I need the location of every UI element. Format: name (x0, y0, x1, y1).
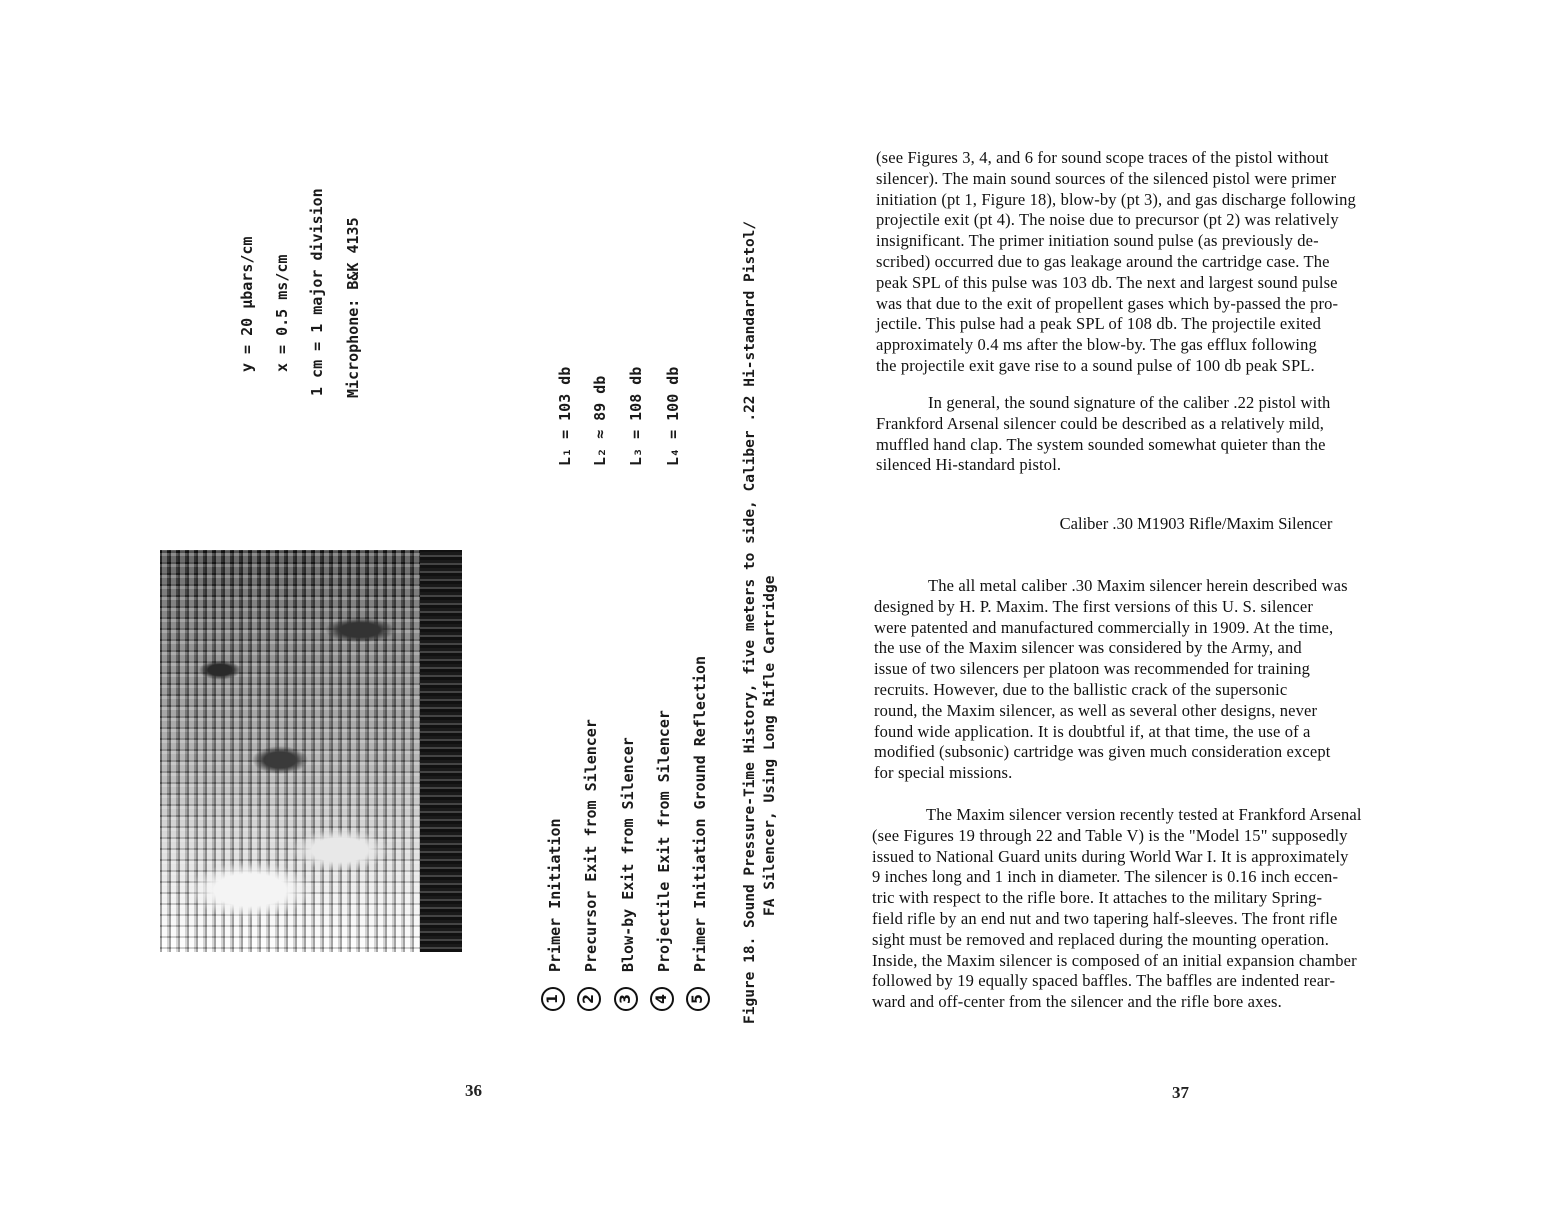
text-line: (see Figures 3, 4, and 6 for sound scope traces of the pistol without (876, 148, 1329, 167)
level-l1: L₁ = 103 db (556, 366, 574, 466)
text-line: 9 inches long and 1 inch in diameter. The silencer is 0.16 inch eccen- (872, 867, 1339, 887)
scale-note-microphone: Microphone: B&K 4135 (344, 217, 362, 398)
text-line: The all metal caliber .30 Maxim silencer herein described was (928, 576, 1348, 595)
figure-caption-line2: FA Silencer, Using Long Rifle Cartridge (762, 575, 778, 916)
text-line: silenced Hi-standard pistol. (876, 455, 1062, 475)
text-line: was that due to the exit of propellent gases which by-passed the pro- (876, 293, 1339, 313)
scale-note-division: 1 cm = 1 major division (308, 188, 326, 396)
text-line: projectile exit (pt 4). The noise due to precursor (pt 2) was relatively (876, 210, 1339, 230)
text-line: scribed) occurred due to gas leakage around the cartridge case. The (876, 251, 1330, 271)
text-line: the use of the Maxim silencer was considered by the Army, and (874, 638, 1302, 658)
paragraph-1 (876, 148, 1516, 377)
legend-label-2: Precursor Exit from Silencer (582, 719, 600, 972)
scale-note-x: x = 0.5 ms/cm (273, 254, 291, 372)
text-line: modified (subsonic) cartridge was given much consideration except (874, 742, 1331, 762)
page-number-right: 37 (1172, 1083, 1189, 1102)
text-line: muffled hand clap. The system sounded somewhat quieter than the (876, 434, 1326, 454)
text-line: issue of two silencers per platoon was recommended for training (874, 659, 1311, 679)
text-line: The Maxim silencer version recently tested at Frankford Arsenal (926, 805, 1362, 824)
legend-number-2: 2 (577, 987, 601, 1011)
text-line: In general, the sound signature of the caliber .22 pistol with (928, 393, 1331, 412)
text-line: designed by H. P. Maxim. The first versions of this U. S. silencer (874, 596, 1314, 616)
legend-number-4: 4 (650, 987, 674, 1011)
text-line: round, the Maxim silencer, as well as several other designs, never (874, 700, 1318, 720)
page-number-left: 36 (465, 1081, 482, 1100)
text-line: the projectile exit gave rise to a sound pulse of 100 db peak SPL. (876, 355, 1315, 375)
text-line: approximately 0.4 ms after the blow-by. The gas efflux following (876, 335, 1317, 355)
text-line: issued to National Guard units during World War I. It is approximately (872, 846, 1349, 866)
paragraph-4 (872, 805, 1522, 1013)
text-line: (see Figures 19 through 22 and Table V) is the "Model 15" supposedly (872, 825, 1348, 845)
legend-number-3: 3 (614, 987, 638, 1011)
text-line: followed by 19 equally spaced baffles. The baffles are indented rear- (872, 971, 1336, 991)
level-l4: L₄ = 100 db (664, 366, 682, 466)
text-line: sight must be removed and replaced during the mounting operation. (872, 929, 1329, 949)
text-line: insignificant. The primer initiation sound pulse (as previously de- (876, 231, 1319, 251)
text-line: were patented and manufactured commercially in 1909. At the time, (874, 617, 1334, 637)
text-line: ward and off-center from the silencer and the rifle bore axes. (872, 992, 1282, 1012)
text-line: recruits. However, due to the ballistic crack of the supersonic (874, 679, 1288, 699)
oscilloscope-trace-photo (160, 550, 462, 952)
text-line: Inside, the Maxim silencer is composed of an initial expansion chamber (872, 950, 1357, 970)
scale-note-y: y = 20 μbars/cm (238, 236, 256, 372)
text-line: Frankford Arsenal silencer could be described as a relatively mild, (876, 413, 1325, 433)
legend-number-5: 5 (686, 987, 710, 1011)
text-line: initiation (pt 1, Figure 18), blow-by (pt 3), and gas discharge following (876, 189, 1356, 209)
legend-number-1: 1 (541, 987, 565, 1011)
legend-label-5: Primer Initiation Ground Reflection (691, 655, 709, 972)
section-heading: Caliber .30 M1903 Rifle/Maxim Silencer (1059, 514, 1333, 533)
legend-label-4: Projectile Exit from Silencer (655, 710, 673, 972)
text-line: found wide application. It is doubtful if, at that time, the use of a (874, 721, 1311, 741)
text-line: field rifle by an end nut and two tapering half-sleeves. The front rifle (872, 908, 1338, 928)
level-l2: L₂ ≈ 89 db (591, 375, 609, 466)
legend-label-3: Blow-by Exit from Silencer (619, 737, 637, 972)
paragraph-2 (876, 393, 1516, 476)
level-l3: L₃ = 108 db (627, 366, 645, 466)
text-line: tric with respect to the rifle bore. It attaches to the military Spring- (872, 888, 1323, 908)
legend-label-1: Primer Initiation (546, 818, 564, 972)
photo-dark-edge (420, 550, 462, 952)
text-line: peak SPL of this pulse was 103 db. The next and largest sound pulse (876, 272, 1338, 292)
text-line: silencer). The main sound sources of the silenced pistol were primer (876, 168, 1337, 188)
paragraph-3 (874, 576, 1514, 784)
figure-caption-line1: Figure 18. Sound Pressure-Time History, five meters to side, Caliber .22 Hi-standard Pistol/ (742, 220, 758, 1024)
text-line: jectile. This pulse had a peak SPL of 108 db. The projectile exited (876, 314, 1322, 334)
text-line: for special missions. (874, 763, 1013, 783)
